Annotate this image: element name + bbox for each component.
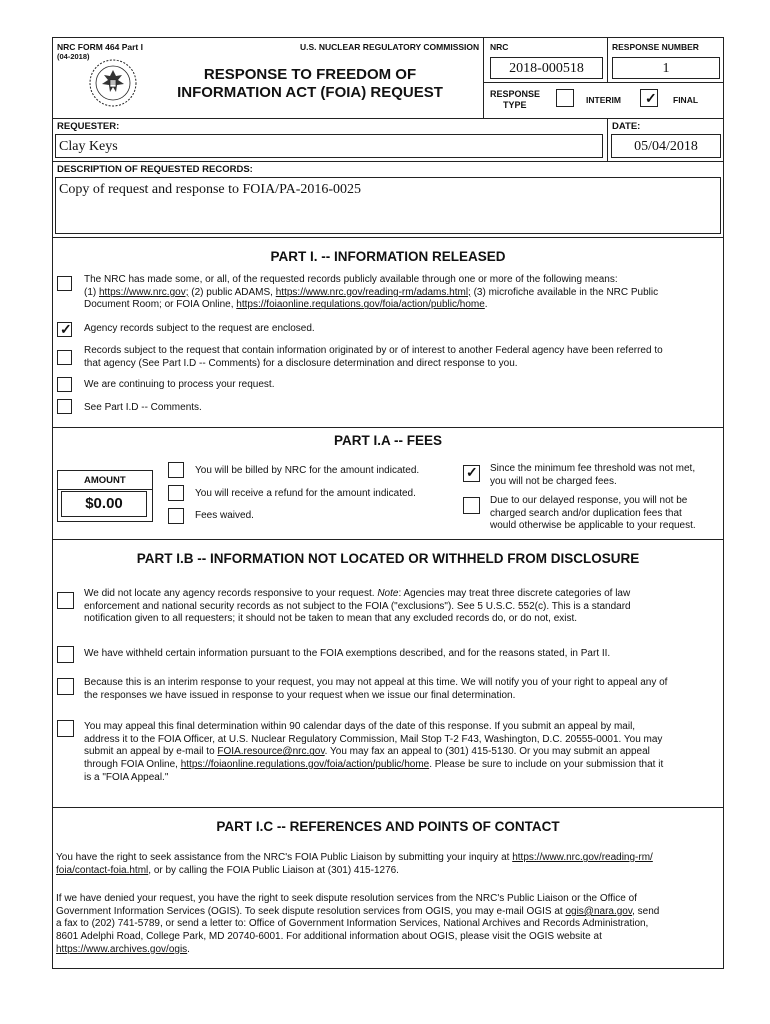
part1b-item-3: Because this is an interim response to your request, you may not appeal at this time. We will notify you of your right to appeal any of the responses we have issued in response to your request when we issue our final determination. xyxy=(84,677,668,701)
check-icon: ✓ xyxy=(60,321,72,337)
ogis-email-link[interactable]: ogis@nara.gov xyxy=(565,905,633,917)
form-number: NRC FORM 464 Part I xyxy=(57,42,143,52)
part1-checkbox-4[interactable] xyxy=(57,377,72,392)
amount-value[interactable]: $0.00 xyxy=(61,491,147,517)
check-icon: ✓ xyxy=(466,464,478,480)
nrc-website-link[interactable]: https://www.nrc.gov; xyxy=(99,286,189,298)
adams-link[interactable]: https://www.nrc.gov/reading-rm/adams.html; xyxy=(275,286,471,298)
foia-online-appeal-link[interactable]: https://foiaonline.regulations.gov/foia/action/public/home xyxy=(180,759,430,771)
part1-item-4: We are continuing to process your request. xyxy=(84,379,275,390)
fee-waived-text: Fees waived. xyxy=(195,510,254,521)
delayed-response-checkbox[interactable] xyxy=(463,497,480,514)
part1b-checkbox-3[interactable] xyxy=(57,678,74,695)
part1b-item-4: You may appeal this final determination within 90 calendar days of the date of this response. If you submit an appeal by mail, address it to the FOIA Officer, at U.S. Nuclear Regulatory Commission, Mail Stop T-2 F43, Washington, D.C. 20555-0001. You may submit an appeal by e-mail to FOIA.resource@nrc.gov. You may fax an appeal to (301) 415-5130. Or you may submit an appeal through FOIA Online, https://foiaonline.regulations.gov/foia/action/public/home. Please be sure to include on your submission that it is a "FOIA Appeal." xyxy=(84,721,664,783)
part1b-checkbox-1[interactable] xyxy=(57,592,74,609)
response-type-label-2: TYPE xyxy=(503,100,527,110)
part1-item-2: Agency records subject to the request are enclosed. xyxy=(84,323,315,334)
fee-refund-text: You will receive a refund for the amount indicated. xyxy=(195,488,416,499)
final-checkbox[interactable] xyxy=(640,89,658,107)
part1b-checkbox-4[interactable] xyxy=(57,720,74,737)
part1-item-3: Records subject to the request that contain information originated by or of interest to another Federal agency have been referred to that agency (See Part I.D -- Comments) for a disclosure determination and direct response to you. xyxy=(84,345,663,369)
part1b-item-2: We have withheld certain information pursuant to the FOIA exemptions described, and for the reasons stated, in Part II. xyxy=(84,648,611,659)
date-label: DATE: xyxy=(612,121,641,132)
foia-email-link[interactable]: FOIA.resource@nrc.gov xyxy=(217,746,325,758)
part1c-heading: PART I.C -- REFERENCES AND POINTS OF CONTACT xyxy=(216,819,560,834)
delayed-response-text: Due to our delayed response, you will not be charged search and/or duplication fees that would otherwise be applicable to your request. xyxy=(490,495,696,532)
requester-field[interactable] xyxy=(55,134,603,158)
form-date: (04-2018) xyxy=(57,52,90,61)
part1c-paragraph-1: You have the right to seek assistance from the NRC's FOIA Public Liaison by submitting your inquiry at https://www.nrc.gov/reading-rm/ foia/contact-foia.html, or by calling the FOIA Public Liaison at (301) 415-1276. xyxy=(56,852,653,876)
nrc-label: NRC xyxy=(490,42,509,52)
part1-checkbox-5[interactable] xyxy=(57,399,72,414)
interim-checkbox[interactable] xyxy=(556,89,574,107)
response-number-value: 1 xyxy=(662,61,670,76)
foia-online-link[interactable]: https://foiaonline.regulations.gov/foia/action/public/home xyxy=(236,299,485,311)
response-type-label: RESPONSE xyxy=(490,89,541,99)
min-fee-checkbox[interactable] xyxy=(463,465,480,482)
part1-checkbox-1[interactable] xyxy=(57,276,72,291)
interim-label: INTERIM xyxy=(586,95,621,105)
final-label: FINAL xyxy=(673,95,699,105)
min-fee-text: Since the minimum fee threshold was not met, you will not be charged fees. xyxy=(490,463,696,487)
nrc-number-field[interactable] xyxy=(490,57,603,79)
date-value: 05/04/2018 xyxy=(634,139,698,154)
foia-contact-link-cont[interactable]: foia/contact-foia.html xyxy=(56,864,149,876)
part1-checkbox-3[interactable] xyxy=(57,350,72,365)
date-field[interactable] xyxy=(611,134,721,158)
fee-billed-checkbox[interactable] xyxy=(168,462,184,478)
description-label: DESCRIPTION OF REQUESTED RECORDS: xyxy=(57,164,253,175)
fee-waived-checkbox[interactable] xyxy=(168,508,184,524)
fee-refund-checkbox[interactable] xyxy=(168,485,184,501)
amount-label: AMOUNT xyxy=(84,475,126,486)
part1b-heading: PART I.B -- INFORMATION NOT LOCATED OR WITHHELD FROM DISCLOSURE xyxy=(136,551,640,566)
amount-box xyxy=(57,470,153,522)
form-title-line1: RESPONSE TO FREEDOM OF xyxy=(203,66,417,83)
part1c-paragraph-2: If we have denied your request, you have the right to seek dispute resolution services from the NRC's Public Liaison or the Office of Government Information Services (OGIS). To seek dispute resolution services from OGIS, you may e-mail OGIS at ogis@nara.gov, send a fax to (202) 741-5789, or send a letter to: Office of Government Information Services, National Archives and Records Administration, 8601 Adelphi Road, College Park, MD 20740-6001. For additional information about OGIS, please visit the OGIS website at https://www.archives.gov/ogis. xyxy=(56,893,660,955)
part1-item-5: See Part I.D -- Comments. xyxy=(84,402,202,413)
requester-label: REQUESTER: xyxy=(57,121,120,132)
check-icon: ✓ xyxy=(645,90,657,106)
foia-contact-link[interactable]: https://www.nrc.gov/reading-rm/ xyxy=(512,852,653,863)
response-number-field[interactable] xyxy=(612,57,720,79)
description-field[interactable] xyxy=(55,177,721,234)
part1-item-1: The NRC has made some, or all, of the requested records publicly available through one or more of the following means: (1) https://www.nrc.gov; (2) public ADAMS, https://www.nrc.gov/reading-rm/adams.html; (3) microfiche available in the NRC Public Document Room; or FOIA Online, https://foiaonline.regulations.gov/foia/action/public/home. xyxy=(84,274,659,311)
part1b-checkbox-2[interactable] xyxy=(57,646,74,663)
part1b-item-1: We did not locate any agency records responsive to your request. Note: Agencies may treat three discrete categories of law enforcement and national security records as not subject to the FOIA ("exclusions"). See 5 U.S.C. 552(c). This is a standard notification given to all requesters; it should not be taken to mean that any excluded records do, or do not, exist. xyxy=(84,588,631,625)
fee-billed-text: You will be billed by NRC for the amount indicated. xyxy=(195,465,420,476)
ogis-website-link[interactable]: https://www.archives.gov/ogis xyxy=(56,943,188,955)
response-number-label: RESPONSE NUMBER xyxy=(612,42,699,52)
part1-heading: PART I. -- INFORMATION RELEASED xyxy=(270,249,506,264)
agency-name: U.S. NUCLEAR REGULATORY COMMISSION xyxy=(300,42,480,52)
requester-value: Clay Keys xyxy=(59,139,118,154)
nrc-seal-icon xyxy=(80,58,146,108)
nrc-number-value: 2018-000518 xyxy=(509,61,584,76)
description-value: Copy of request and response to FOIA/PA-2016-0025 xyxy=(59,182,362,197)
form-title-line2: INFORMATION ACT (FOIA) REQUEST xyxy=(177,84,443,101)
fees-heading: PART I.A -- FEES xyxy=(334,433,442,448)
part1-checkbox-2[interactable] xyxy=(57,322,72,337)
